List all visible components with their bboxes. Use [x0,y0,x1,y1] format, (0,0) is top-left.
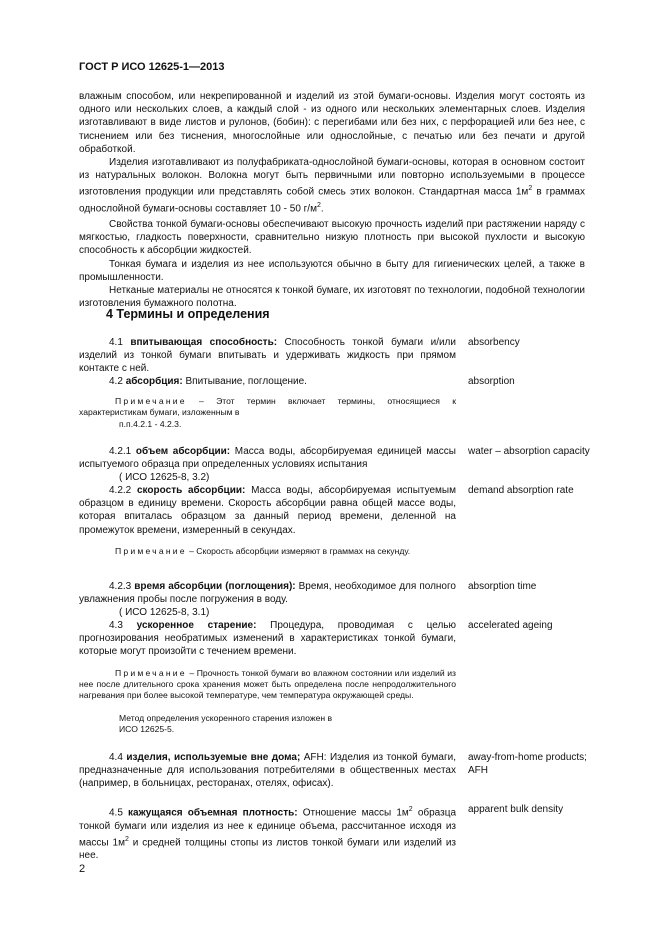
term-4-2-1-reference: ( ИСО 12625-8, 3.2) [119,472,210,483]
term-4-2-2-english: demand absorption rate [468,485,574,496]
term-4-2-english: absorption [468,376,515,387]
term-4-2-3-english: absorption time [468,581,537,592]
term-4-2-1: 4.2.1 объем абсорбции: Масса воды, абсорбируемая единицей массы испытуемого образца при определенных условиях испытания [79,446,456,471]
term-4-3: 4.3 ускоренное старение: Процедура, проводимая с целью прогнозирования необратимых изменений в характеристиках тонкой бумаги, которые могут произойти с течением времени. [79,620,456,658]
term-4-4-english-abbr: AFH [468,765,488,776]
term-4-1-english: absorbency [468,337,520,348]
note-2: Примечание – Скорость абсорбции измеряют в граммах на секунду. [115,546,411,556]
intro-paragraph-4: Тонкая бумага и изделия из нее используются обычно в быту для гигиенических целей, а также в промышленности. [79,259,585,284]
term-4-2-3-reference: ( ИСО 12625-8, 3.1) [119,607,210,618]
term-4-2-3: 4.2.3 время абсорбции (поглощения): Время, необходимое для полного увлажнения пробы после погружения в воду. [79,581,456,606]
term-4-2-1-english: water – absorption capacity [468,446,590,457]
intro-paragraph-2: Изделия изготавливают из полуфабриката-однослойной бумаги-основы, которая в основном состоит из натуральных волокон. Волокна могут быть первичными или повторно используемыми в процессе изготовления продукции или представлять собой смесь этих волокон. Стандартная масса $1м^2$ в граммах однослойной бумаги-основы составляет 10 - 50 $г/м^2$. [79,157,585,215]
term-4-4-english: away-from-home products; [468,752,587,763]
note-3: Примечание – Прочность тонкой бумаги во влажном состоянии или изделий из нее после длительного срока хранения может быть определена после непродолжительного нагревания при более высокой температуре, чем температура окружающей среды. [79,668,456,700]
term-4-5-english: apparent bulk density [468,804,564,815]
term-4-5: 4.5 кажущаяся объемная плотность: Отношение массы $1м^2$ образца тонкой бумаги или изделия из нее к единице объема, рассчитанное исходя из массы $1м^2$ и средней толщины стопы из листов тонкой бумаги или изделий из нее. [79,806,457,862]
note-3-line-3: ИСО 12625-5. [119,724,175,734]
note-1: Примечание – Этот термин включает термины, относящиеся к характеристикам бумаги, изложенным в [79,396,456,417]
intro-paragraph-1: влажным способом, или некрепированной и изделий из этой бумаги-основы. Изделия могут состоять из одного или нескольких слоев, а каждый слой - из одного или нескольких элементарных слоев. Изделия изготавливают в виде листов и рулонов, (бобин): с перегибами или без них, с перфорацией или без нее, с тиснением или без тиснения, многослойные или однослойные, с печатью или без печати и другой обработкой. [79,91,585,155]
document-header: ГОСТ Р ИСО 12625-1—2013 [79,61,225,73]
note-1-line-2: п.п.4.2.1 - 4.2.3. [119,419,182,429]
term-4-3-english: accelerated ageing [468,620,553,631]
page-number: 2 [79,863,86,875]
intro-paragraph-3: Свойства тонкой бумаги-основы обеспечивают высокую прочность изделий при растяжении наряду с мягкостью, гладкость поверхности, сравнительно низкую плотность при высокой пухлости и высокую способность к абсорбции жидкостей. [79,219,585,257]
section-title: 4 Термины и определения [106,307,270,321]
note-3-line-2: Метод определения ускоренного старения изложен в [119,713,333,723]
term-4-4: 4.4 изделия, используемые вне дома; AFH: Изделия из тонкой бумаги, предназначенные для использования потребителями в общественных местах (например, в больницах, ресторанах, отелях, офисах). [79,752,456,790]
term-4-2: 4.2 абсорбция: Впитывание, поглощение. [109,376,307,387]
term-4-1: 4.1 впитывающая способность: Способность тонкой бумаги и/или изделий из тонкой бумаги впитывать и удерживать жидкость при прямом контакте с ней. [79,337,456,375]
intro-paragraph-5: Нетканые материалы не относятся к тонкой бумаге, их изготовят по технологии, подобной технологии изготовления бумажного полотна. [79,285,585,310]
term-4-2-2: 4.2.2 скорость абсорбции: Масса воды, абсорбируемая испытуемым образцом в единицу времени. Скорость абсорбции равна общей массе воды, которая впиталась образцом за данный период времени, деленной на промежуток времени, измеренный в секундах. [79,485,456,536]
